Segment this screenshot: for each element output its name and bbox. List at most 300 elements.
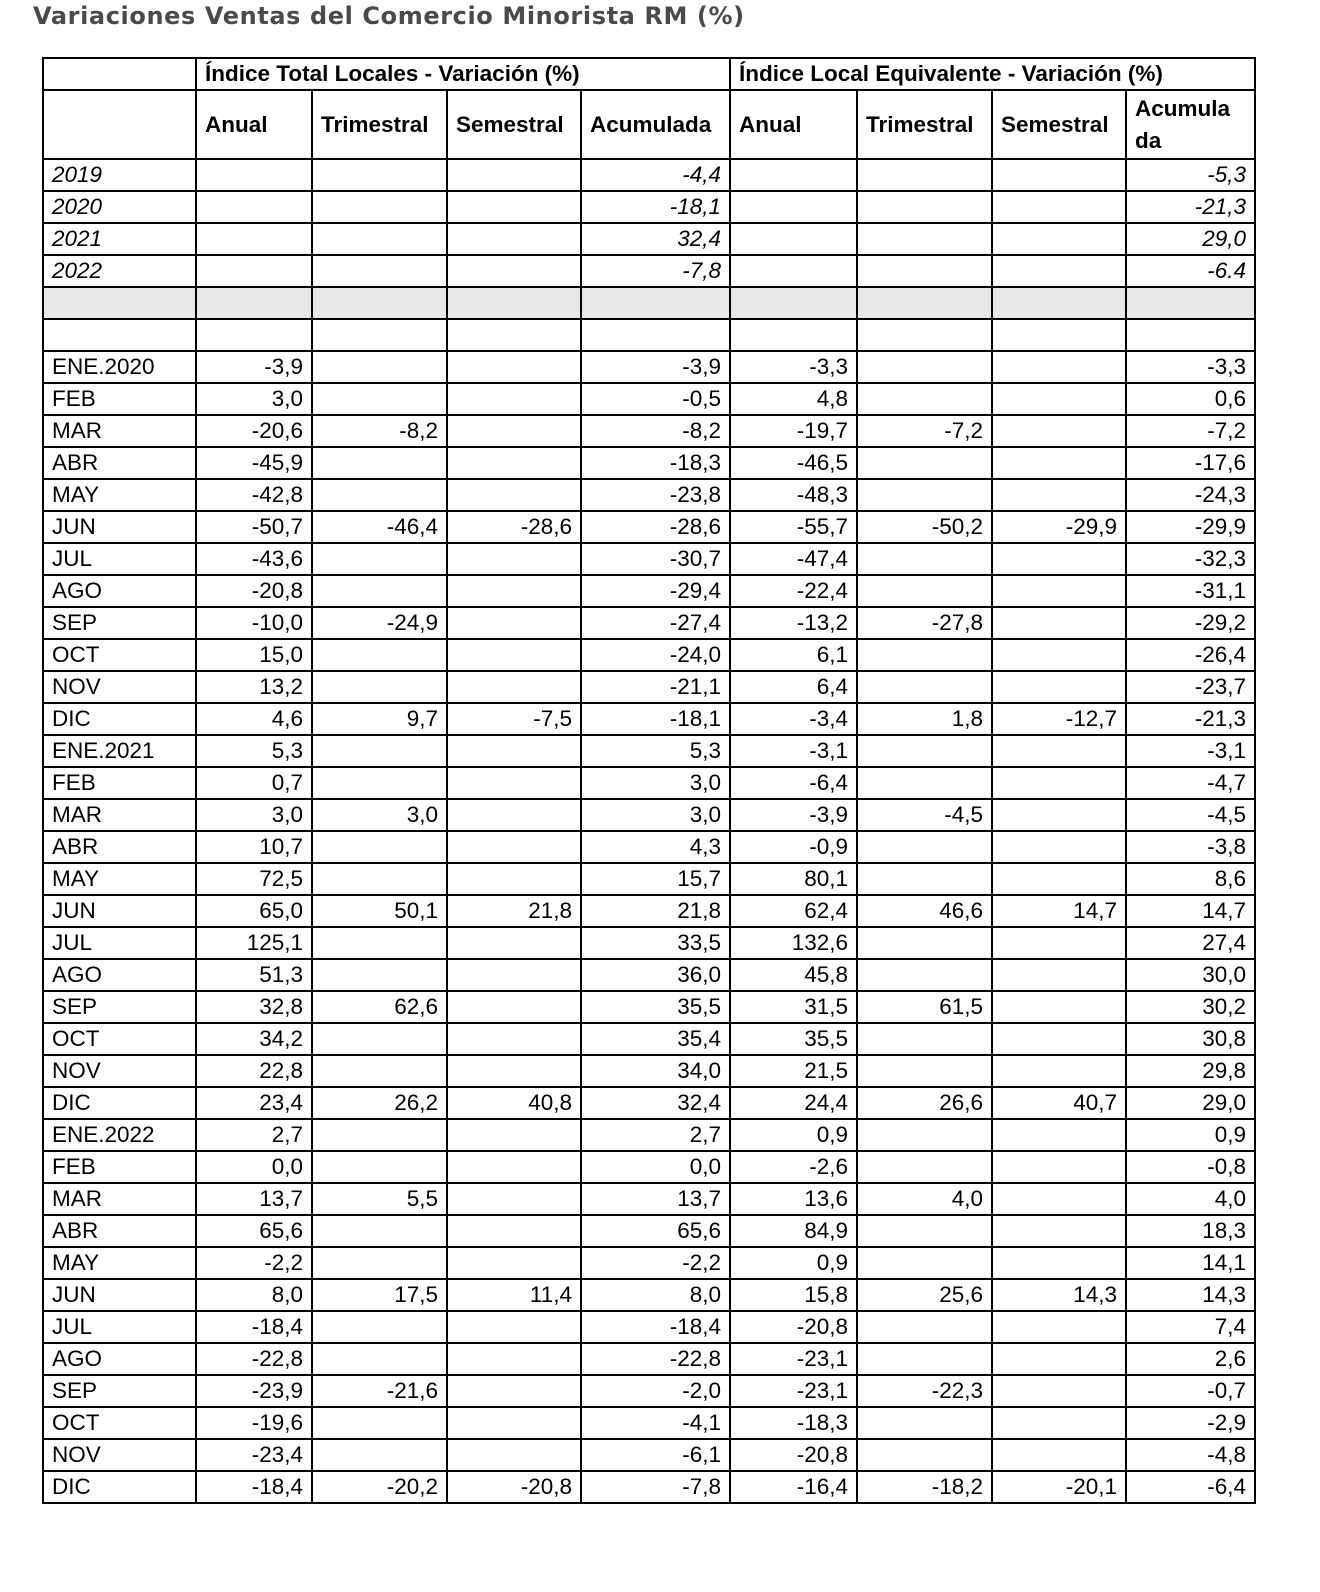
value-cell: 80,1	[730, 863, 857, 895]
empty-cell	[992, 223, 1126, 255]
value-cell: -4,5	[857, 799, 992, 831]
value-cell: -4,1	[581, 1407, 730, 1439]
value-cell: 3,0	[196, 383, 312, 415]
value-cell: 40,8	[447, 1087, 581, 1119]
value-cell: 13,6	[730, 1183, 857, 1215]
value-cell: 13,7	[581, 1183, 730, 1215]
value-cell	[857, 383, 992, 415]
value-cell: 33,5	[581, 927, 730, 959]
month-label: MAY	[43, 1247, 196, 1279]
value-cell: 35,5	[581, 991, 730, 1023]
value-cell: -31,1	[1126, 575, 1255, 607]
value-cell	[447, 479, 581, 511]
value-cell: 8,0	[581, 1279, 730, 1311]
value-cell	[447, 575, 581, 607]
value-cell: -23,9	[196, 1375, 312, 1407]
year-acum-equiv: 29,0	[1126, 223, 1255, 255]
value-cell	[857, 351, 992, 383]
value-cell	[447, 415, 581, 447]
empty-cell	[447, 255, 581, 287]
separator-cell	[43, 287, 196, 319]
value-cell	[992, 735, 1126, 767]
value-cell	[992, 607, 1126, 639]
empty-cell	[857, 159, 992, 191]
month-label: DIC	[43, 1471, 196, 1503]
blank-cell	[196, 319, 312, 351]
value-cell: -23,1	[730, 1375, 857, 1407]
value-cell	[857, 543, 992, 575]
value-cell: -28,6	[581, 511, 730, 543]
table-row	[43, 607, 1255, 639]
value-cell: -2,2	[581, 1247, 730, 1279]
group-header-total: Índice Total Locales - Variación (%)	[196, 58, 730, 90]
blank-cell	[447, 319, 581, 351]
value-cell: -23,1	[730, 1343, 857, 1375]
table-row	[43, 639, 1255, 671]
value-cell: 3,0	[581, 799, 730, 831]
value-cell	[447, 959, 581, 991]
value-cell: 8,6	[1126, 863, 1255, 895]
table-row	[43, 479, 1255, 511]
col-header-equiv-acumulada-text: Acumula da	[1135, 95, 1231, 153]
value-cell: -20,2	[312, 1471, 447, 1503]
separator-cell	[581, 287, 730, 319]
value-cell: 40,7	[992, 1087, 1126, 1119]
value-cell: -22,8	[581, 1343, 730, 1375]
value-cell: 0,0	[196, 1151, 312, 1183]
value-cell: -21,6	[312, 1375, 447, 1407]
year-acum-equiv: -21,3	[1126, 191, 1255, 223]
table-row	[43, 735, 1255, 767]
value-cell: 30,2	[1126, 991, 1255, 1023]
value-cell: -30,7	[581, 543, 730, 575]
value-cell	[447, 735, 581, 767]
value-cell: 14,3	[992, 1279, 1126, 1311]
value-cell	[312, 479, 447, 511]
value-cell	[992, 767, 1126, 799]
value-cell: 32,8	[196, 991, 312, 1023]
value-cell: -27,8	[857, 607, 992, 639]
year-acum-total: -7,8	[581, 255, 730, 287]
value-cell: 6,1	[730, 639, 857, 671]
value-cell: 0,0	[581, 1151, 730, 1183]
month-label: DIC	[43, 703, 196, 735]
value-cell: 0,9	[730, 1247, 857, 1279]
empty-cell	[196, 191, 312, 223]
separator-cell	[447, 287, 581, 319]
blank-cell	[43, 319, 196, 351]
value-cell: 7,4	[1126, 1311, 1255, 1343]
value-cell: 26,2	[312, 1087, 447, 1119]
value-cell: -42,8	[196, 479, 312, 511]
value-cell	[447, 767, 581, 799]
year-row	[43, 191, 1255, 223]
value-cell	[857, 735, 992, 767]
value-cell	[992, 1311, 1126, 1343]
value-cell	[992, 1023, 1126, 1055]
value-cell	[312, 639, 447, 671]
month-label: ABR	[43, 831, 196, 863]
value-cell	[992, 639, 1126, 671]
col-header-total-semestral: Semestral	[447, 90, 581, 159]
value-cell: 2,6	[1126, 1343, 1255, 1375]
month-label: JUL	[43, 543, 196, 575]
col-header-equiv-trimestral: Trimestral	[857, 90, 992, 159]
value-cell: -21,1	[581, 671, 730, 703]
value-cell	[447, 799, 581, 831]
value-cell: -20,8	[196, 575, 312, 607]
value-cell: 14,7	[1126, 895, 1255, 927]
month-label: JUN	[43, 511, 196, 543]
month-label: AGO	[43, 1343, 196, 1375]
value-cell: -22,8	[196, 1343, 312, 1375]
value-cell	[447, 383, 581, 415]
value-cell: 26,6	[857, 1087, 992, 1119]
month-label: DIC	[43, 1087, 196, 1119]
value-cell: -3,8	[1126, 831, 1255, 863]
value-cell	[312, 351, 447, 383]
value-cell: 9,7	[312, 703, 447, 735]
separator-cell	[312, 287, 447, 319]
value-cell: 2,7	[581, 1119, 730, 1151]
value-cell: 46,6	[857, 895, 992, 927]
value-cell: -19,6	[196, 1407, 312, 1439]
value-cell	[312, 543, 447, 575]
month-label: AGO	[43, 959, 196, 991]
table-row	[43, 1407, 1255, 1439]
value-cell: -24,9	[312, 607, 447, 639]
value-cell	[857, 1023, 992, 1055]
table-row	[43, 799, 1255, 831]
value-cell	[992, 351, 1126, 383]
month-label: ENE.2021	[43, 735, 196, 767]
separator-cell	[992, 287, 1126, 319]
value-cell: 51,3	[196, 959, 312, 991]
month-label: ENE.2020	[43, 351, 196, 383]
empty-cell	[447, 223, 581, 255]
value-cell: 29,8	[1126, 1055, 1255, 1087]
corner-cell-2	[43, 90, 196, 159]
table-row	[43, 1343, 1255, 1375]
month-label: JUL	[43, 1311, 196, 1343]
value-cell: -28,6	[447, 511, 581, 543]
empty-cell	[447, 159, 581, 191]
value-cell	[992, 1439, 1126, 1471]
value-cell	[992, 1247, 1126, 1279]
value-cell: 72,5	[196, 863, 312, 895]
value-cell: -55,7	[730, 511, 857, 543]
value-cell	[312, 383, 447, 415]
value-cell: 132,6	[730, 927, 857, 959]
value-cell	[312, 575, 447, 607]
value-cell	[992, 1375, 1126, 1407]
value-cell: 23,4	[196, 1087, 312, 1119]
month-label: JUN	[43, 895, 196, 927]
value-cell: -7,2	[1126, 415, 1255, 447]
value-cell	[447, 1215, 581, 1247]
value-cell	[857, 831, 992, 863]
value-cell	[857, 671, 992, 703]
value-cell: -6,1	[581, 1439, 730, 1471]
value-cell	[992, 1343, 1126, 1375]
blank-cell	[992, 319, 1126, 351]
year-acum-total: -4,4	[581, 159, 730, 191]
value-cell: -0,8	[1126, 1151, 1255, 1183]
value-cell: 35,4	[581, 1023, 730, 1055]
value-cell: -12,7	[992, 703, 1126, 735]
value-cell: -3,9	[730, 799, 857, 831]
blank-row	[43, 319, 1255, 351]
value-cell	[857, 1119, 992, 1151]
value-cell	[992, 927, 1126, 959]
value-cell	[992, 479, 1126, 511]
value-cell: -6,4	[1126, 1471, 1255, 1503]
value-cell	[857, 767, 992, 799]
value-cell: -3,9	[581, 351, 730, 383]
table-row	[43, 767, 1255, 799]
empty-cell	[312, 191, 447, 223]
col-header-equiv-semestral: Semestral	[992, 90, 1126, 159]
value-cell	[992, 1119, 1126, 1151]
value-cell	[312, 1215, 447, 1247]
value-cell: -6,4	[730, 767, 857, 799]
value-cell: 25,6	[857, 1279, 992, 1311]
table-row	[43, 831, 1255, 863]
value-cell: 27,4	[1126, 927, 1255, 959]
value-cell: 15,7	[581, 863, 730, 895]
value-cell	[857, 1055, 992, 1087]
value-cell	[447, 447, 581, 479]
value-cell	[312, 927, 447, 959]
value-cell: -4,8	[1126, 1439, 1255, 1471]
table-row	[43, 1023, 1255, 1055]
table-row	[43, 1183, 1255, 1215]
value-cell: 61,5	[857, 991, 992, 1023]
value-cell: -17,6	[1126, 447, 1255, 479]
value-cell: -24,3	[1126, 479, 1255, 511]
value-cell: -22,3	[857, 1375, 992, 1407]
value-cell: -3,4	[730, 703, 857, 735]
value-cell: -47,4	[730, 543, 857, 575]
month-label: ABR	[43, 1215, 196, 1247]
col-header-total-anual: Anual	[196, 90, 312, 159]
value-cell	[447, 607, 581, 639]
table-row	[43, 991, 1255, 1023]
value-cell	[857, 639, 992, 671]
value-cell: -0,7	[1126, 1375, 1255, 1407]
blank-cell	[857, 319, 992, 351]
value-cell: 65,0	[196, 895, 312, 927]
value-cell: -21,3	[1126, 703, 1255, 735]
value-cell	[857, 1215, 992, 1247]
value-cell: 5,5	[312, 1183, 447, 1215]
value-cell: 0,7	[196, 767, 312, 799]
value-cell: 0,6	[1126, 383, 1255, 415]
value-cell: -0,5	[581, 383, 730, 415]
value-cell	[992, 543, 1126, 575]
empty-cell	[857, 223, 992, 255]
col-header-equiv-acumulada	[1126, 90, 1255, 159]
value-cell: -29,9	[1126, 511, 1255, 543]
value-cell: 1,8	[857, 703, 992, 735]
value-cell	[857, 1247, 992, 1279]
table-row	[43, 703, 1255, 735]
value-cell: -50,7	[196, 511, 312, 543]
value-cell	[992, 1407, 1126, 1439]
value-cell: -43,6	[196, 543, 312, 575]
value-cell: -26,4	[1126, 639, 1255, 671]
value-cell: -50,2	[857, 511, 992, 543]
value-cell: -3,1	[730, 735, 857, 767]
group-header-equiv: Índice Local Equivalente - Variación (%)	[730, 58, 1255, 90]
value-cell	[447, 1023, 581, 1055]
value-cell: 34,2	[196, 1023, 312, 1055]
value-cell: 3,0	[312, 799, 447, 831]
value-cell: -3,3	[1126, 351, 1255, 383]
value-cell: 65,6	[196, 1215, 312, 1247]
value-cell	[447, 991, 581, 1023]
group-header-row	[43, 58, 1255, 90]
value-cell	[312, 671, 447, 703]
value-cell: -7,5	[447, 703, 581, 735]
value-cell: 36,0	[581, 959, 730, 991]
value-cell	[312, 1151, 447, 1183]
value-cell: -4,5	[1126, 799, 1255, 831]
table-row	[43, 863, 1255, 895]
value-cell: -13,2	[730, 607, 857, 639]
empty-cell	[196, 223, 312, 255]
month-label: SEP	[43, 607, 196, 639]
value-cell	[447, 543, 581, 575]
value-cell: -18,4	[196, 1471, 312, 1503]
value-cell: -7,2	[857, 415, 992, 447]
month-label: SEP	[43, 991, 196, 1023]
value-cell: 31,5	[730, 991, 857, 1023]
value-cell	[992, 447, 1126, 479]
separator-cell	[1126, 287, 1255, 319]
table-row	[43, 671, 1255, 703]
value-cell: -2,0	[581, 1375, 730, 1407]
value-cell	[447, 1343, 581, 1375]
month-label: ENE.2022	[43, 1119, 196, 1151]
table-row	[43, 959, 1255, 991]
month-label: FEB	[43, 1151, 196, 1183]
value-cell	[992, 991, 1126, 1023]
value-cell: -7,8	[581, 1471, 730, 1503]
value-cell: -4,7	[1126, 767, 1255, 799]
value-cell	[312, 1247, 447, 1279]
value-cell	[992, 959, 1126, 991]
value-cell	[312, 1343, 447, 1375]
month-label: OCT	[43, 639, 196, 671]
value-cell	[447, 1439, 581, 1471]
value-cell: -20,8	[730, 1311, 857, 1343]
value-cell: -2,2	[196, 1247, 312, 1279]
value-cell	[312, 863, 447, 895]
table-row	[43, 1311, 1255, 1343]
value-cell	[312, 959, 447, 991]
value-cell: -46,4	[312, 511, 447, 543]
value-cell: -20,6	[196, 415, 312, 447]
value-cell: -22,4	[730, 575, 857, 607]
value-cell	[857, 1439, 992, 1471]
table-row	[43, 1087, 1255, 1119]
value-cell	[857, 1343, 992, 1375]
value-cell: 62,6	[312, 991, 447, 1023]
month-label: MAY	[43, 479, 196, 511]
value-cell: 8,0	[196, 1279, 312, 1311]
value-cell: 30,0	[1126, 959, 1255, 991]
empty-cell	[196, 159, 312, 191]
value-cell: 35,5	[730, 1023, 857, 1055]
value-cell: 10,7	[196, 831, 312, 863]
value-cell: -18,4	[196, 1311, 312, 1343]
value-cell: 4,0	[1126, 1183, 1255, 1215]
value-cell: 32,4	[581, 1087, 730, 1119]
value-cell: 5,3	[196, 735, 312, 767]
value-cell	[992, 799, 1126, 831]
table-row	[43, 1215, 1255, 1247]
value-cell: -3,1	[1126, 735, 1255, 767]
value-cell: -27,4	[581, 607, 730, 639]
value-cell: 22,8	[196, 1055, 312, 1087]
table-row	[43, 1247, 1255, 1279]
value-cell: 13,7	[196, 1183, 312, 1215]
value-cell	[992, 1151, 1126, 1183]
year-acum-total: 32,4	[581, 223, 730, 255]
value-cell: 50,1	[312, 895, 447, 927]
value-cell: 0,9	[730, 1119, 857, 1151]
table-row	[43, 1119, 1255, 1151]
table-row	[43, 1375, 1255, 1407]
value-cell	[312, 767, 447, 799]
value-cell	[857, 959, 992, 991]
value-cell: -20,8	[730, 1439, 857, 1471]
value-cell: -18,3	[581, 447, 730, 479]
value-cell	[992, 1183, 1126, 1215]
value-cell	[857, 1407, 992, 1439]
value-cell	[312, 1407, 447, 1439]
table-row	[43, 1279, 1255, 1311]
value-cell	[447, 1247, 581, 1279]
value-cell: 84,9	[730, 1215, 857, 1247]
year-label: 2019	[43, 159, 196, 191]
month-label: FEB	[43, 767, 196, 799]
value-cell: -18,1	[581, 703, 730, 735]
value-cell: -23,4	[196, 1439, 312, 1471]
separator-cell	[857, 287, 992, 319]
value-cell: 21,8	[447, 895, 581, 927]
table-row	[43, 543, 1255, 575]
value-cell: 65,6	[581, 1215, 730, 1247]
value-cell: -32,3	[1126, 543, 1255, 575]
value-cell	[992, 1055, 1126, 1087]
value-cell: 5,3	[581, 735, 730, 767]
month-label: ABR	[43, 447, 196, 479]
year-label: 2022	[43, 255, 196, 287]
value-cell: 21,8	[581, 895, 730, 927]
value-cell	[992, 1215, 1126, 1247]
separator-cell	[730, 287, 857, 319]
value-cell: 6,4	[730, 671, 857, 703]
table-row	[43, 927, 1255, 959]
month-label: OCT	[43, 1407, 196, 1439]
blank-cell	[730, 319, 857, 351]
value-cell: 11,4	[447, 1279, 581, 1311]
value-cell: 4,3	[581, 831, 730, 863]
empty-cell	[992, 191, 1126, 223]
value-cell	[312, 1311, 447, 1343]
